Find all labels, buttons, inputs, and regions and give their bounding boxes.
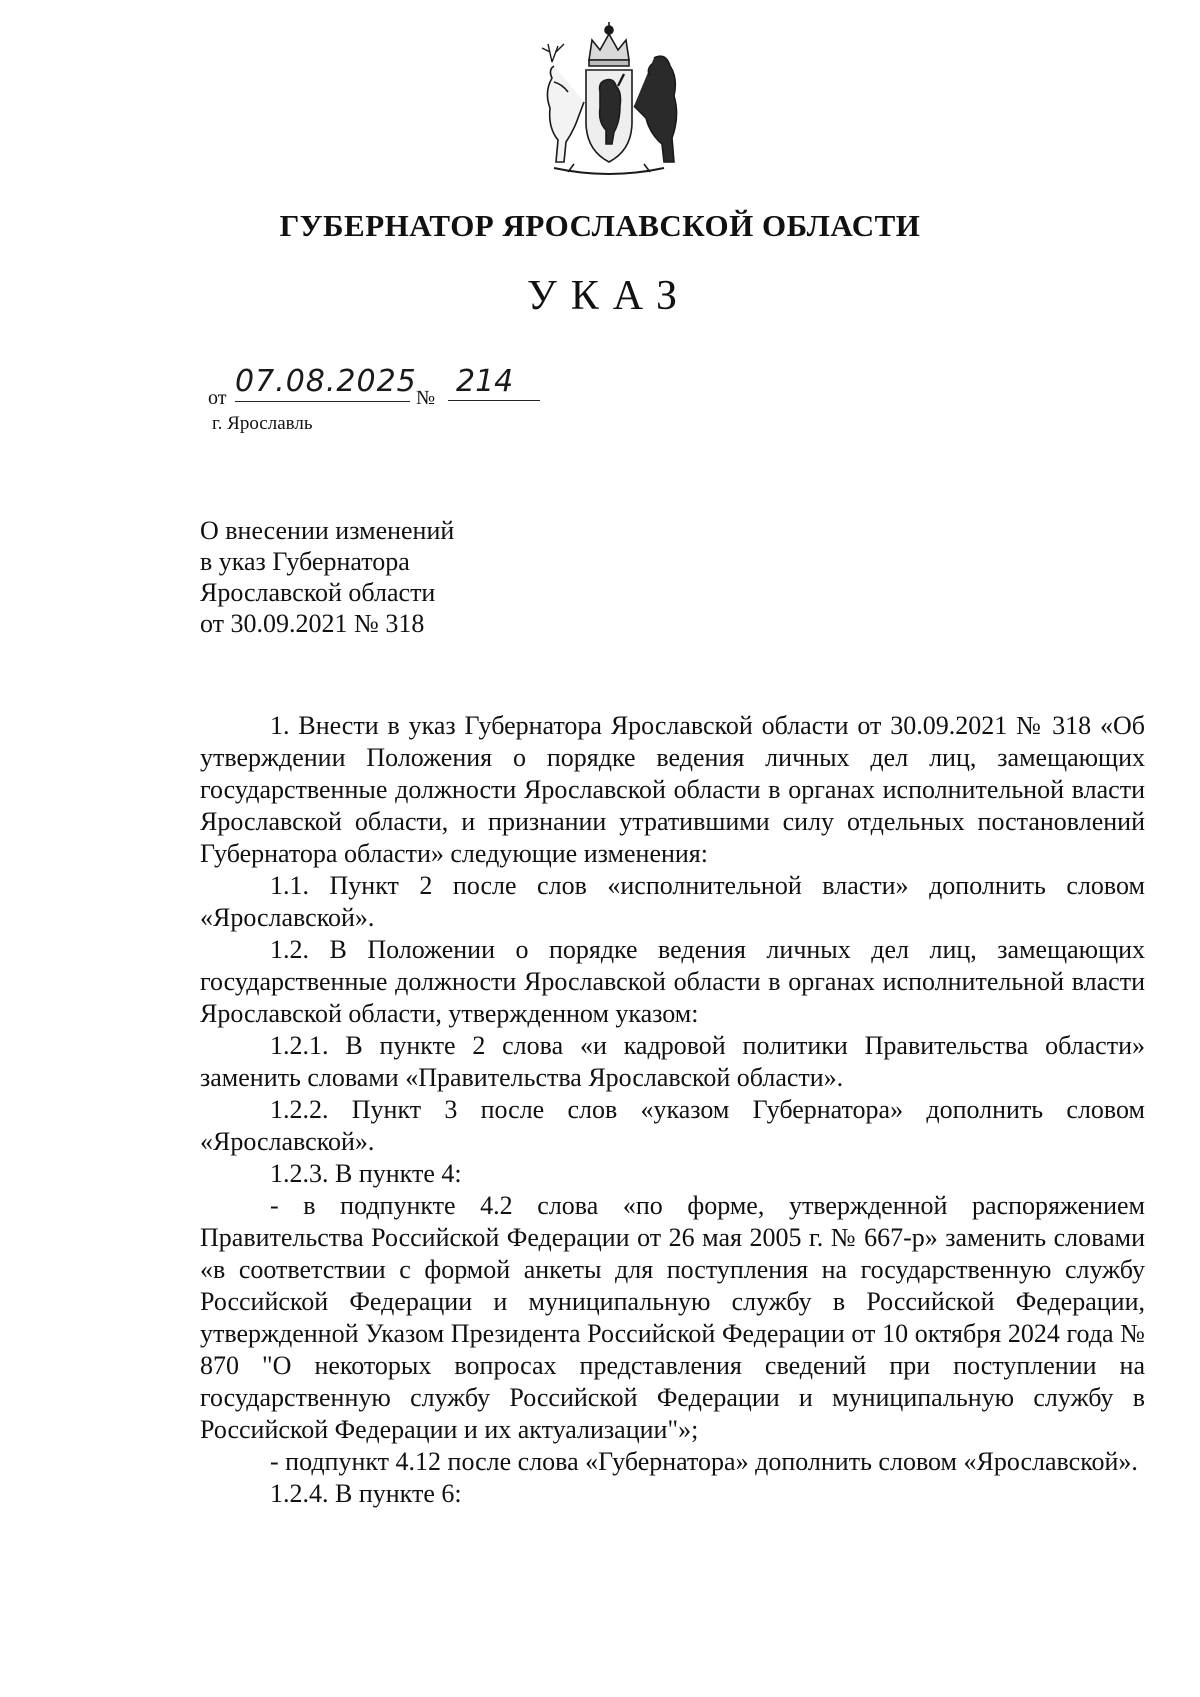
body-paragraph: 1.2. В Положении о порядке ведения личных дел лиц, замещающих государственные должности Ярославской области в органах исполнительной власти Ярославской области, утвержденном указом: — [200, 935, 1145, 1028]
subject-line: в указ Губернатора — [200, 547, 410, 576]
city-of-issue: г. Ярославль — [212, 413, 313, 434]
body-paragraph: - в подпункте 4.2 слова «по форме, утвержденной распоряжением Правительства Российской Федерации от 26 мая 2005 г. № 667-р» заменить словами «в соответствии с формой анкеты для поступления на государственную службу Российской Федерации и муниципальную службу в Российской Федерации, утвержденной Указом Президента Российской Федерации от 10 октября 2024 года № 870 "О некоторых вопросах представления сведений при поступлении на государственную службу Российской Федерации и муниципальную службу в Российской Федерации и их актуализации"»; — [200, 1191, 1145, 1444]
body-paragraph: 1.2.1. В пункте 2 слова «и кадровой политики Правительства области» заменить словами «Правительства Ярославской области». — [200, 1031, 1145, 1092]
number-sign: № — [416, 387, 436, 409]
body-paragraph: - подпункт 4.12 после слова «Губернатора» дополнить словом «Ярославской». — [270, 1447, 1138, 1476]
document-date: 07.08.2025 — [235, 363, 410, 402]
subject-line: О внесении изменений — [200, 516, 455, 545]
issuer-title: ГУБЕРНАТОР ЯРОСЛАВСКОЙ ОБЛАСТИ — [279, 208, 921, 243]
body-paragraph: 1. Внести в указ Губернатора Ярославской области от 30.09.2021 № 318 «Об утверждении Положения о порядке ведения личных дел лиц, замещающих государственные должности Ярославской области в органах исполнительной власти Ярославской области, и признании утратившими силу отдельных постановлений Губернатора области» следующие изменения: — [200, 711, 1145, 868]
coat-of-arms-icon — [534, 22, 684, 182]
decree-body — [200, 710, 1145, 1510]
date-prefix: от — [208, 387, 227, 409]
subject-line: от 30.09.2021 № 318 — [200, 609, 425, 638]
decree-subject — [200, 515, 454, 639]
body-paragraph: 1.2.2. Пункт 3 после слов «указом Губернатора» дополнить словом «Ярославской». — [200, 1095, 1145, 1156]
document-number: 214 — [448, 363, 540, 401]
document-type: УКАЗ — [526, 273, 692, 319]
body-paragraph: 1.2.3. В пункте 4: — [270, 1159, 462, 1188]
subject-line: Ярославской области — [200, 578, 436, 607]
body-paragraph: 1.1. Пункт 2 после слов «исполнительной власти» дополнить словом «Ярославской». — [200, 871, 1145, 932]
body-paragraph: 1.2.4. В пункте 6: — [270, 1479, 462, 1508]
